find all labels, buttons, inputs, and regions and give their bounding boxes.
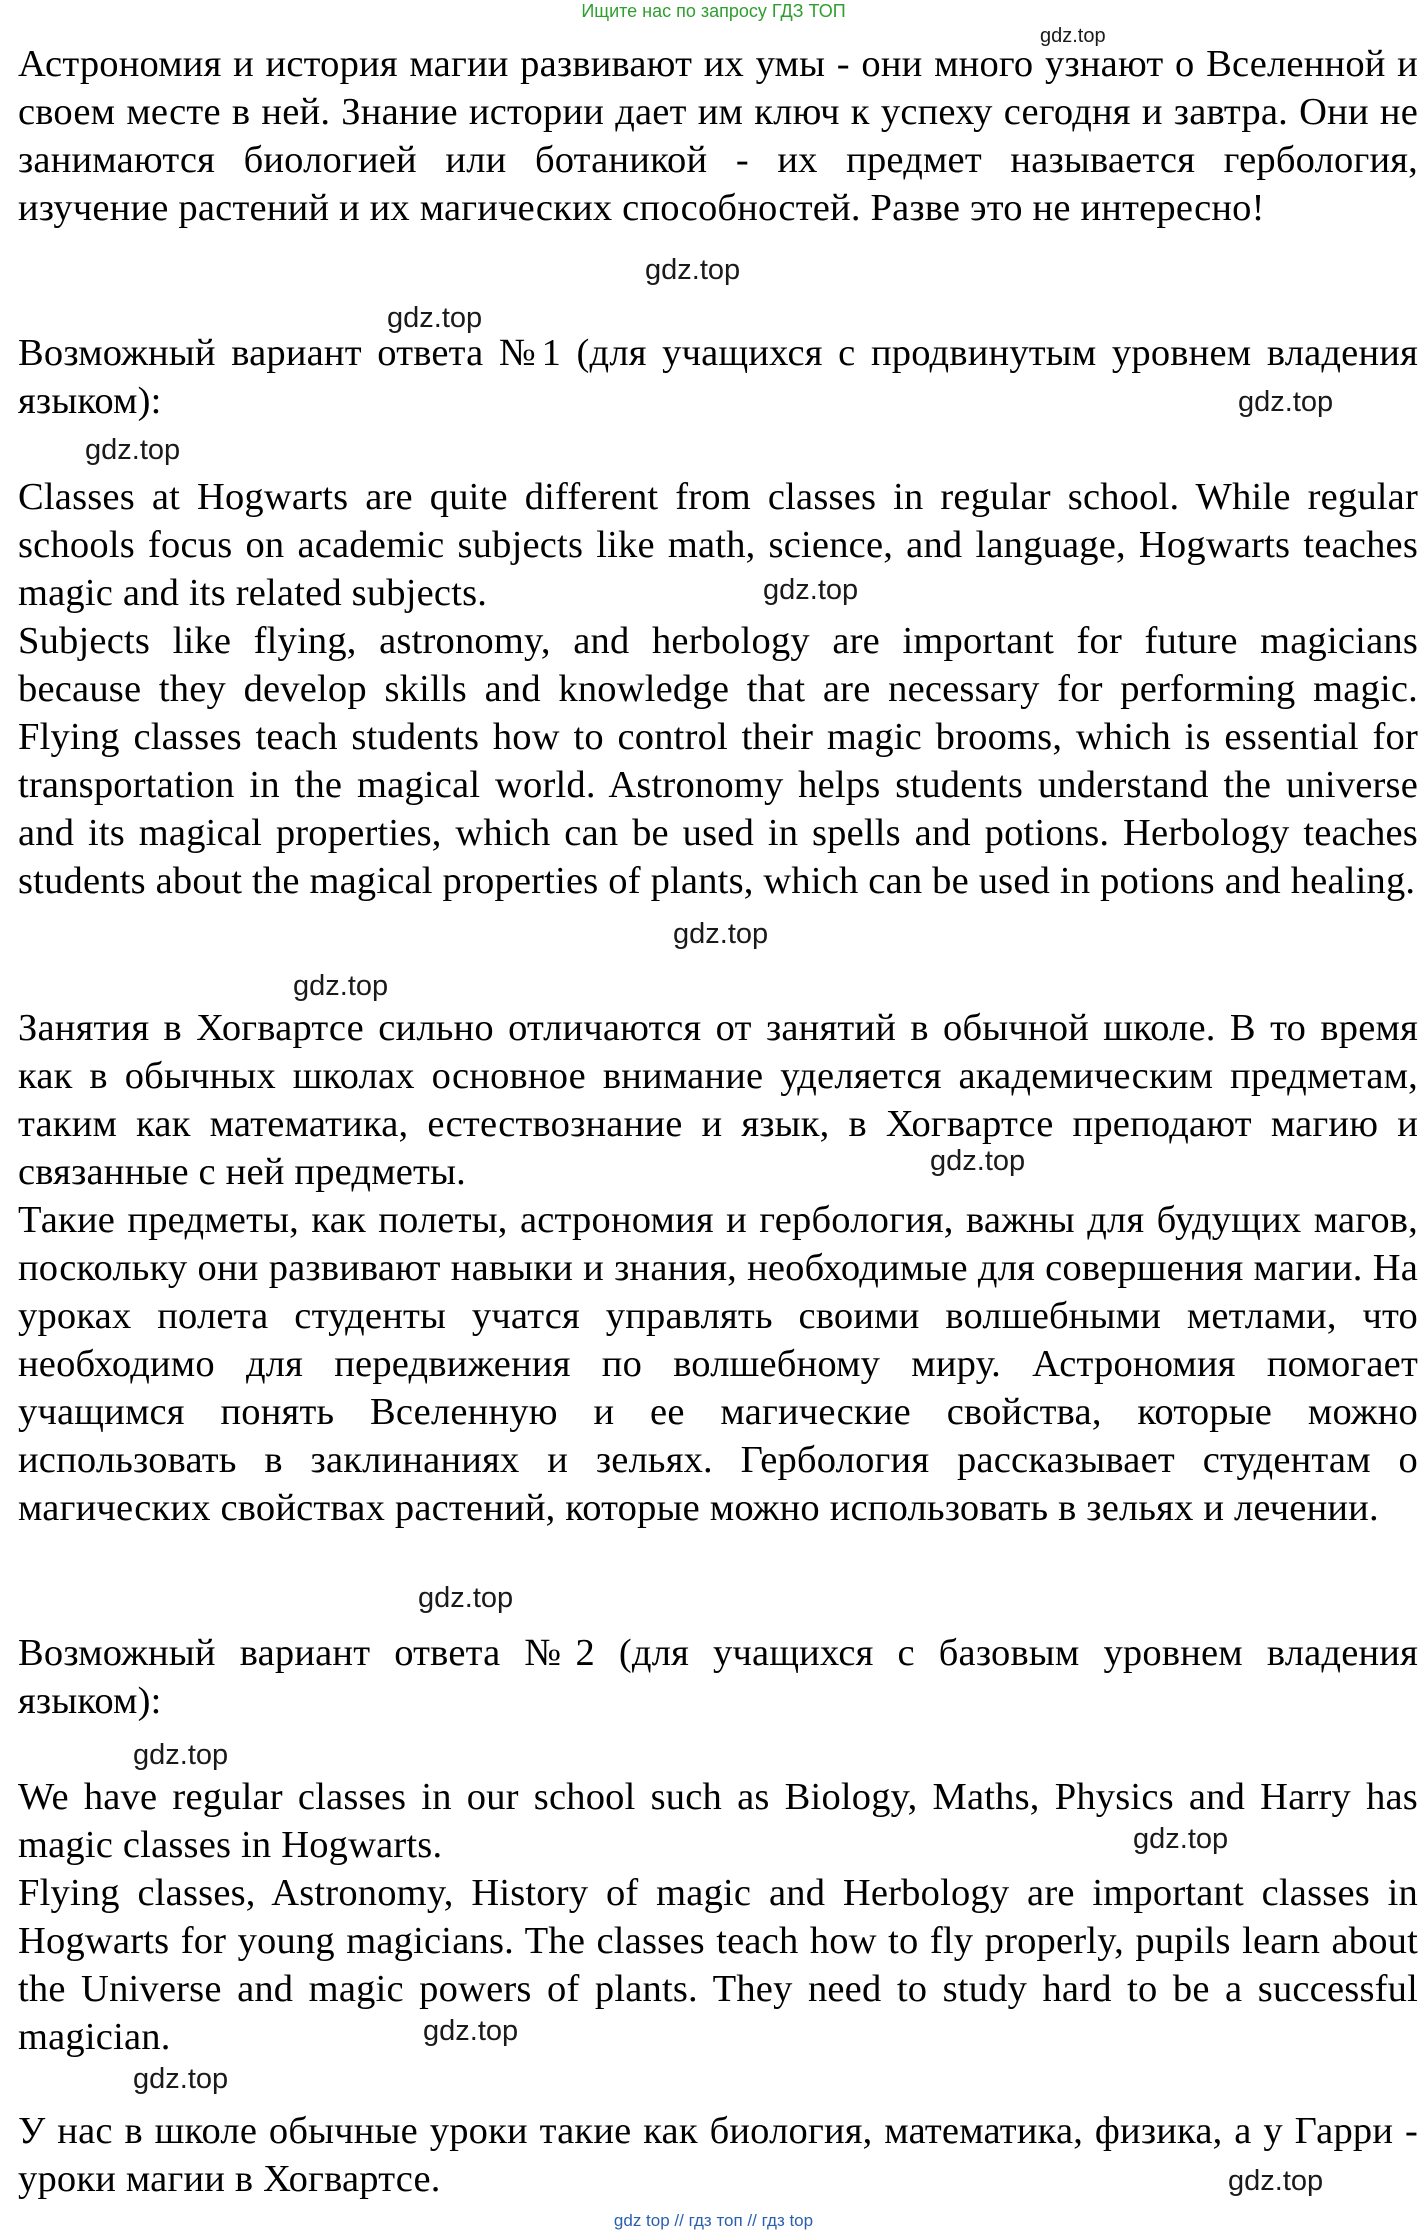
watermark: gdz.top — [423, 2015, 519, 2047]
paragraph-8: We have regular classes in our school such as Biology, Maths, Physics and Harry has magic classes in Hogwarts. — [18, 1776, 1418, 1866]
watermark: gdz.top — [85, 434, 181, 466]
watermark: gdz.top — [1238, 386, 1334, 418]
paragraph-4: Subjects like flying, astronomy, and herbology are important for future magicians because they develop skills and knowledge that are necessary for performing magic. Flying classes teach students how to control their magic brooms, which is essential for transportation in the magical world. Astronomy helps students understand the universe and its magical properties, which can be used in spells and potions. Herbology teaches students about the magical properties of plants, which can be used in potions and healing. — [18, 620, 1418, 902]
paragraph-2-heading-1: Возможный вариант ответа №1 (для учащихся с продвинутым уровнем владения языком): — [18, 332, 1418, 422]
paragraph-6: Такие предметы, как полеты, астрономия и гербология, важны для будущих магов, поскольку они развивают навыки и знания, необходимые для совершения магии. На уроках полета студенты учатся управлять своими волшебными метлами, что необходимо для передвижения по волшебному миру. Астрономия помогает учащимся понять Вселенную и ее магические свойства, которые можно использовать в заклинаниях и зельях. Гербология рассказывает студентам о магических свойствах растений, которые можно использовать в зельях и лечении. — [18, 1199, 1418, 1529]
paragraph-9: Flying classes, Astronomy, History of magic and Herbology are important classes in Hogwarts for young magicians. The classes teach how to fly properly, pupils learn about the Universe and magic powers of plants. They need to study hard to be a successful magician. — [18, 1872, 1418, 2058]
watermark: gdz.top — [418, 1582, 514, 1614]
paragraph-7-heading-2: Возможный вариант ответа №2 (для учащихся с базовым уровнем владения языком): — [18, 1632, 1418, 1722]
watermark: gdz.top — [387, 302, 483, 334]
footer-watermark: gdz top // гдз топ // гдз top — [613, 2211, 814, 2230]
watermark: gdz.top — [645, 254, 741, 286]
watermark-top: gdz.top — [1040, 25, 1106, 47]
paragraph-3: Classes at Hogwarts are quite different from classes in regular school. While regular schools focus on academic subjects like math, science, and language, Hogwarts teaches magic and its related subjects. — [18, 476, 1418, 614]
watermark: gdz.top — [930, 1145, 1026, 1177]
paragraph-5: Занятия в Хогвартсе сильно отличаются от занятий в обычной школе. В то время как в обычных школах основное внимание уделяется академическим предметам, таким как математика, естествознание и язык, в Хогвартсе преподают магию и связанные с ней предметы. — [18, 1007, 1418, 1193]
watermark: gdz.top — [673, 918, 769, 950]
watermark: gdz.top — [1133, 1823, 1229, 1855]
watermark: gdz.top — [293, 970, 389, 1002]
paragraph-10: У нас в школе обычные уроки такие как биология, математика, физика, а у Гарри - уроки магии в Хогвартсе. — [18, 2110, 1418, 2200]
watermark: gdz.top — [133, 1739, 229, 1771]
watermark: gdz.top — [1228, 2165, 1324, 2197]
watermark: gdz.top — [763, 574, 859, 606]
paragraph-1: Астрономия и история магии развивают их умы - они много узнают о Вселенной и своем месте в ней. Знание истории дает им ключ к успеху сегодня и завтра. Они не занимаются биологией или ботаникой - их предмет называется гербология, изучение растений и их магических способностей. Разве это не интересно! — [18, 43, 1418, 229]
watermark: gdz.top — [133, 2063, 229, 2095]
top-banner: Ищите нас по запросу ГДЗ ТОП — [581, 1, 846, 21]
